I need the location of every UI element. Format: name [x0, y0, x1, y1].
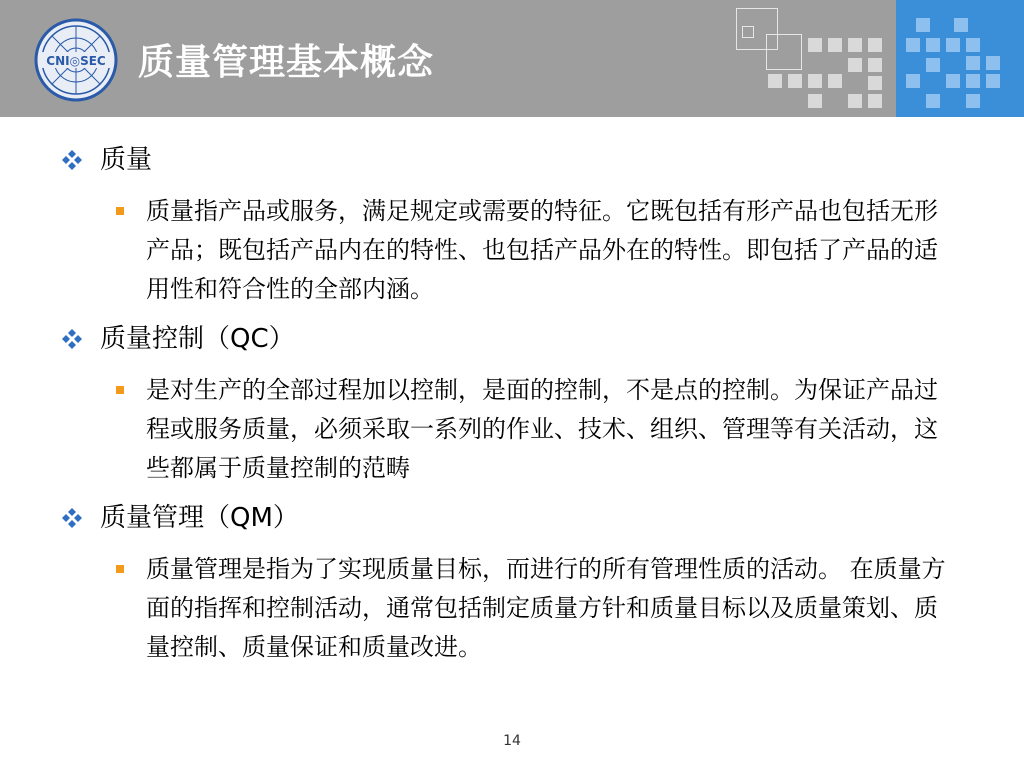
- decor-square: [828, 38, 842, 52]
- decor-square: [926, 38, 940, 52]
- section-heading: 质量管理（QM）: [100, 503, 299, 533]
- square-bullet-icon: [116, 565, 124, 573]
- decor-square: [868, 38, 882, 52]
- square-bullet-icon: [116, 207, 124, 215]
- bullet-level1: [60, 140, 970, 180]
- slide-title: 质量管理基本概念: [138, 42, 435, 83]
- header-band: [0, 0, 1024, 117]
- decor-square: [808, 94, 822, 108]
- decor-square: [868, 94, 882, 108]
- bullet-level2: [116, 192, 970, 309]
- decor-square: [848, 94, 862, 108]
- slide-content: [60, 140, 970, 667]
- decor-square: [768, 74, 782, 88]
- decor-square: [808, 74, 822, 88]
- diamond-bullet-icon: [60, 319, 84, 359]
- decor-square: [946, 38, 960, 52]
- decor-square: [966, 38, 980, 52]
- decor-square: [848, 58, 862, 72]
- decor-square: [986, 56, 1000, 70]
- section-heading: 质量控制（QC）: [100, 324, 295, 354]
- decor-square: [946, 74, 960, 88]
- decor-square: [966, 94, 980, 108]
- decor-square: [926, 94, 940, 108]
- diamond-bullet-icon: [60, 140, 84, 180]
- bullet-level2: [116, 550, 970, 667]
- section-quality-management: [60, 498, 970, 667]
- section-heading: 质量: [100, 145, 153, 175]
- section-body: 是对生产的全部过程加以控制，是面的控制，不是点的控制。为保证产品过程或服务质量，必须采取一系列的作业、技术、组织、管理等有关活动，这些都属于质量控制的范畴: [146, 376, 938, 482]
- decor-square: [926, 58, 940, 72]
- section-body: 质量指产品或服务，满足规定或需要的特征。它既包括有形产品也包括无形产品；既包括产品内在的特性、也包括产品外在的特性。即包括了产品的适用性和符合性的全部内涵。: [146, 197, 938, 303]
- decor-square: [868, 58, 882, 72]
- section-quality-control: [60, 319, 970, 488]
- diamond-bullet-icon: [60, 498, 84, 538]
- decor-square: [788, 74, 802, 88]
- decor-square: [906, 38, 920, 52]
- bullet-level1: [60, 498, 970, 538]
- decor-square: [966, 74, 980, 88]
- decor-square: [966, 56, 980, 70]
- section-body: 质量管理是指为了实现质量目标，而进行的所有管理性质的活动。 在质量方面的指挥和控制活动，通常包括制定质量方针和质量目标以及质量策划、质量控制、质量保证和质量改进。: [146, 555, 946, 661]
- decor-outline-square: [742, 26, 754, 38]
- decor-square: [906, 74, 920, 88]
- page-number: 14: [503, 733, 521, 749]
- decor-square: [848, 38, 862, 52]
- bullet-level1: [60, 319, 970, 359]
- decor-square: [986, 74, 1000, 88]
- decor-square: [808, 38, 822, 52]
- decor-square: [916, 18, 930, 32]
- cnitsec-logo: [34, 18, 118, 102]
- decor-square: [954, 18, 968, 32]
- section-quality: [60, 140, 970, 309]
- decor-outline-square: [766, 34, 802, 70]
- svg-text:CNI◎SEC: CNI◎SEC: [46, 54, 106, 68]
- square-bullet-icon: [116, 386, 124, 394]
- decor-square: [828, 74, 842, 88]
- bullet-level2: [116, 371, 970, 488]
- decor-square: [868, 76, 882, 90]
